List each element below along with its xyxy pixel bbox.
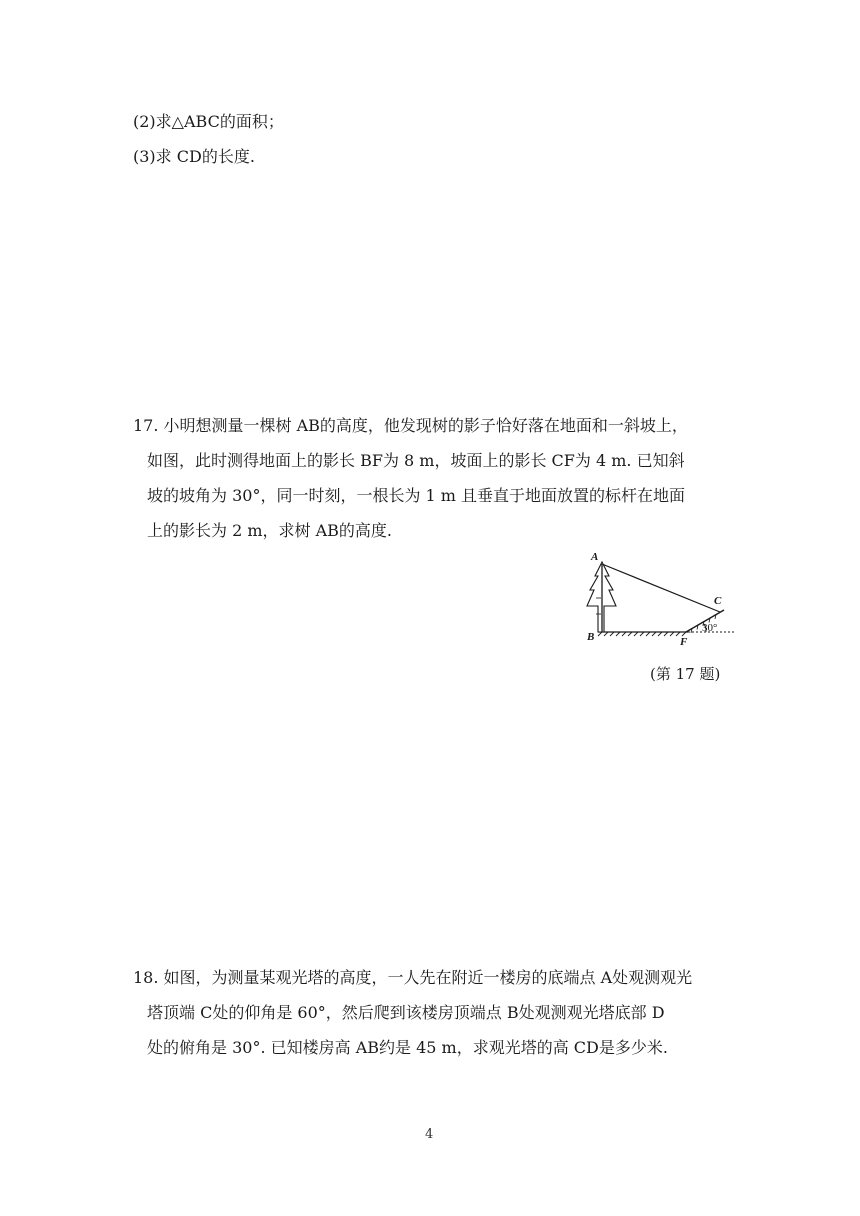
label-b: B (587, 631, 595, 643)
sub-question-2: (2)求△ABC的面积； (133, 112, 284, 131)
angle-label: 30° (702, 622, 718, 634)
label-a: A (591, 551, 599, 563)
problem-17-line-2: 如图，此时测得地面上的影长 BF为 8 m，坡面上的影长 CF为 4 m. 已知斜 (147, 451, 685, 470)
problem-17-line-4: 上的影长为 2 m，求树 AB的高度. (147, 521, 393, 540)
tree-icon (587, 562, 616, 632)
ground-hatching (598, 632, 688, 636)
figure-caption: (第 17 题) (650, 665, 721, 683)
problem-18-line-2: 塔顶端 C处的仰角是 60°，然后爬到该楼房顶端点 B处观测观光塔底部 D (147, 1003, 665, 1022)
problem-18-line-3: 处的俯角是 30°. 已知楼房高 AB约是 45 m，求观光塔的高 CD是多少米. (147, 1038, 668, 1057)
problem-17-line-3: 坡的坡角为 30°，同一时刻，一根长为 1 m 且垂直于地面放置的标杆在地面 (147, 486, 686, 505)
page-number: 4 (425, 1127, 434, 1142)
problem-18-line-1: 18. 如图，为测量某观光塔的高度，一人先在附近一楼房的底端点 A处观测观光 (133, 968, 693, 987)
problem-17-line-1: 17. 小明想测量一棵树 AB的高度，他发现树的影子恰好落在地面和一斜坡上， (133, 416, 688, 435)
label-c: C (714, 595, 722, 607)
sun-ray-line (602, 564, 720, 612)
label-f: F (680, 636, 688, 648)
sub-question-3: (3)求 CD的长度. (133, 147, 255, 166)
problem-17-figure (578, 548, 738, 650)
